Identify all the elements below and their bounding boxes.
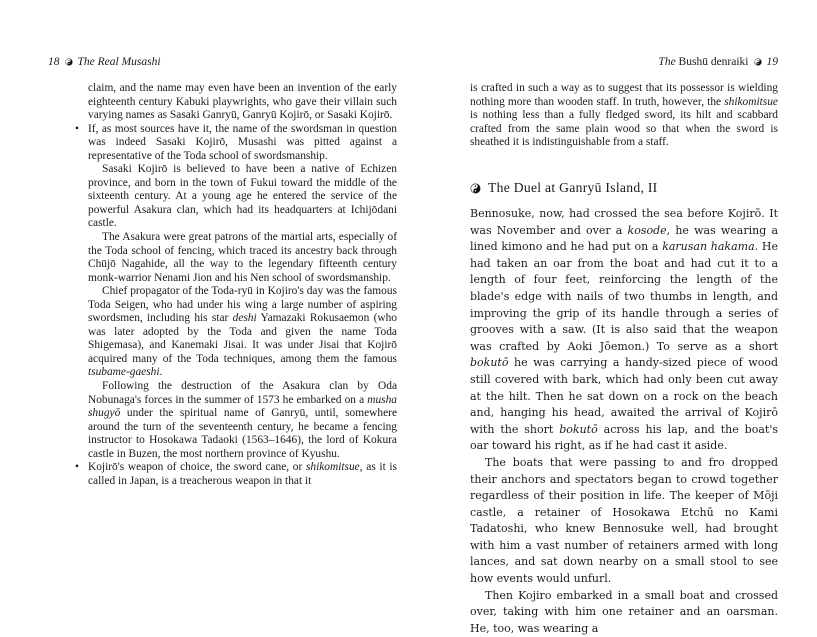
text-run: is nothing less than a fully fledged sword, its hilt and scabbard crafted from the same plain wood so that when the sword is sheathed it is indistinguishable from a staff. bbox=[470, 109, 778, 149]
book-title-prefix: The bbox=[658, 56, 676, 68]
right-text-column-top bbox=[470, 82, 778, 150]
page-number-left: 18 bbox=[48, 56, 60, 68]
italic-term: tsubame-gaeshi bbox=[88, 366, 160, 379]
bullet-paragraph bbox=[75, 461, 397, 488]
italic-term: shikomitsue bbox=[305, 461, 360, 474]
tomoe-icon bbox=[65, 58, 73, 66]
italic-term: bokutō bbox=[470, 356, 509, 370]
paragraph bbox=[470, 588, 778, 637]
paragraph bbox=[88, 380, 397, 461]
tomoe-icon bbox=[754, 58, 762, 66]
paragraph bbox=[470, 455, 778, 588]
italic-term: kosode bbox=[627, 223, 667, 237]
paragraph bbox=[88, 163, 397, 231]
text-run: The Asakura were great patrons of the martial arts, especially of the Toda school of fencing, which traced its ancestry back through Chūjō Nagahide, all the way to the legendary fifteenth century monk-warrior Nenami Jion and his Nen school of swordsmanship. bbox=[88, 231, 397, 284]
text-run: . bbox=[159, 366, 163, 379]
text-run: Bennosuke, now, had crossed the sea before Kojirō. It was November and over a bbox=[470, 207, 778, 237]
text-run: . He had taken an oar from the boat and had cut it to a length of four feet, reinforcing the length of the blade's edge with nails of two thumbs in length, and improving the grip of its handle through a series of grooves with a saw. (It is also said that the weapon was crafted by Aoki Jōemon.) To serve as a short bbox=[470, 240, 778, 353]
paragraph bbox=[470, 206, 778, 455]
section-title: The Duel at Ganryū Island, II bbox=[488, 180, 658, 195]
text-run: Kojirō's weapon of choice, the sword cane, or bbox=[88, 461, 306, 474]
text-run: If, as most sources have it, the name of the swordsman in question was indeed Sasaki Kojirō, Musashi was pitted against a representative of the Toda school of swordsmanship. bbox=[88, 122, 397, 162]
text-run: Chief propagator of the Toda-ryū in Kojiro's day was the famous Toda Seigen, who had under his wing a large number of aspiring swordsmen, including his star bbox=[88, 285, 397, 325]
text-run: under the spiritual name of Ganryū, until, somewhere around the turn of the seventeenth century, he became a fencing instructor to Hosokawa Tadaoki (1563–1646), the lord of Kokura castle in Buzen, the most northern province of Kyushu. bbox=[88, 407, 397, 460]
text-run: across his lap, and the boat's oar toward his right, as if he had cast it aside. bbox=[470, 422, 778, 453]
paragraph bbox=[88, 231, 397, 285]
italic-term: musha shugyō bbox=[88, 393, 397, 420]
book-title-right: Bushū denraiki bbox=[678, 56, 749, 68]
bullet-marker: • bbox=[75, 122, 79, 135]
text-run: Yamazaki Rokusaemon (who was later adopted by the Toda and given the name Toda Shigemasa), and Kanemaki Jisai. It was under Jisai that Kojirō acquired many of the Toda techniques, among them the famous bbox=[88, 312, 397, 365]
section-heading bbox=[470, 180, 778, 196]
bullet-marker: • bbox=[75, 461, 79, 474]
running-header-left bbox=[48, 56, 161, 68]
text-run: Then Kojiro embarked in a small boat and crossed over, taking with him one retainer and an oarsman. He, too, was wearing a bbox=[470, 588, 778, 635]
paragraph bbox=[470, 82, 778, 150]
text-run: Following the destruction of the Asakura clan by Oda Nobunaga's forces in the summer of 1573 he embarked on a bbox=[88, 380, 397, 406]
bullet-paragraph bbox=[75, 122, 397, 164]
text-run: claim, and the name may even have been an invention of the early eighteenth century Kabuki playwrights, who gave their villain such varying names as Sasaki Ganryū, Ganryū Kojirō, or Sasaki Kojirō. bbox=[88, 82, 397, 122]
text-run: Sasaki Kojirō is believed to have been a native of Echizen province, and born in the town of Fukui toward the middle of the sixteenth century. At a young age he entered the service of the powerful Asakura clan, which had its headquarters at Ichijōdani castle. bbox=[88, 163, 397, 230]
paragraph bbox=[88, 82, 397, 123]
paragraph bbox=[88, 285, 397, 380]
text-run: he was carrying a handy-sized piece of wood still covered with bark, which had only been cut away at the hilt. Then he sat down on a rock on the beach and, hanging his head, awaited the arrival of Kojirō with the short bbox=[470, 356, 778, 436]
text-run: is crafted in such a way as to suggest that its possessor is wielding nothing more than wooden staff. In truth, however, the bbox=[470, 82, 778, 108]
italic-term: bokutō bbox=[559, 422, 598, 436]
text-run: The boats that were passing to and fro dropped their anchors and spectators began to crowd together regardless of their position in life. The keeper of Mōji castle, a retainer of Hosokawa Etchū no Kami Tadatoshi, who knew Bennosuke well, had brought with him a vast number of retainers armed with long lances, and sat down nearby on a small stool to see how events would unfurl. bbox=[470, 455, 778, 586]
page-number-right: 19 bbox=[766, 56, 778, 68]
book-title-left: The Real Musashi bbox=[77, 56, 161, 68]
left-text-column bbox=[75, 82, 397, 488]
text-run: , as it is called in Japan, is a treacherous weapon in that it bbox=[88, 461, 397, 487]
text-run: , he was wearing a lined kimono and he had put on a bbox=[470, 223, 778, 254]
italic-term: deshi bbox=[232, 312, 257, 325]
italic-term: shikomitsue bbox=[724, 95, 778, 108]
tomoe-icon bbox=[470, 183, 481, 194]
translation-text-column bbox=[470, 206, 778, 637]
italic-term: karusan hakama bbox=[662, 240, 755, 254]
running-header-right bbox=[470, 56, 778, 68]
